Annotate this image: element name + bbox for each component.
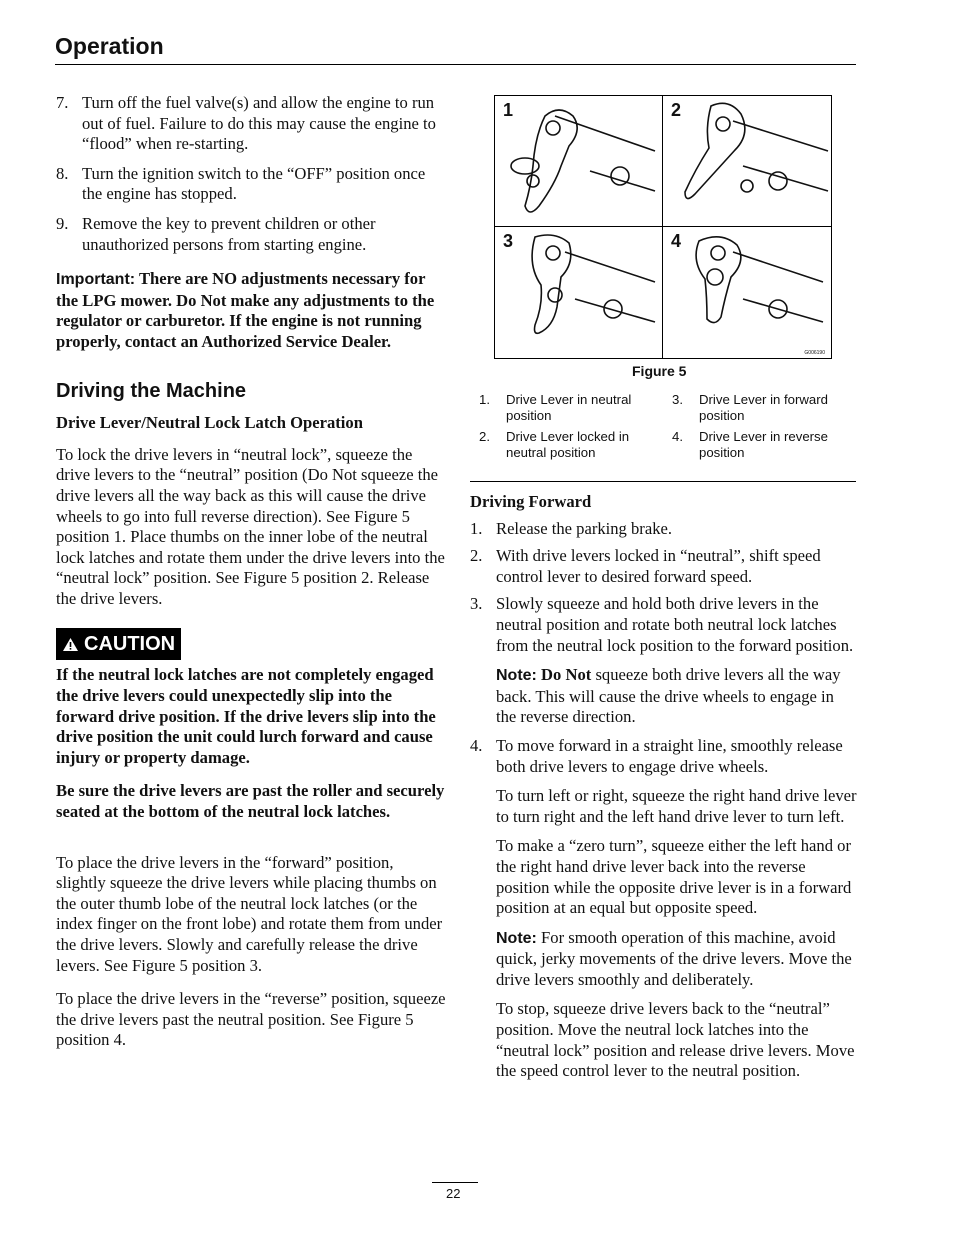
list-item: 8. Turn the ignition switch to the “OFF” position once the engine has stopped.	[56, 163, 426, 204]
paragraph-neutral-lock: To lock the drive levers in “neutral lock”, squeeze the drive levers to the “neutral” position (Do Not squeeze the drive levers all the way back as this will cause the drive wheels to go into full reverse direction). See Figure 5 position 1. Place thumbs on the inner lobe of the neutral lock latches and rotate them under the drive levers into the “neutral lock” position. See Figure 5 position 2. Release the drive levers.	[56, 444, 445, 608]
caution-label: CAUTION	[84, 633, 176, 656]
section-heading: Driving the Machine	[56, 379, 247, 402]
list-item: 3. Slowly squeeze and hold both drive levers in the neutral position and rotate both neutral lock latches from the neutral lock position to the forward position.	[470, 594, 854, 655]
caution-text: Be sure the drive levers are past the roller and securely seated at the bottom of the neutral lock latches.	[56, 781, 445, 822]
figure-5	[494, 95, 832, 359]
paragraph-turn: To turn left or right, squeeze the right hand drive lever to turn right and the left hand drive lever to turn left.	[496, 786, 857, 826]
paragraph-stop: To stop, squeeze drive levers back to the “neutral” position. Move the neutral lock latches into the “neutral lock” position and release drive levers. Move the speed control lever to the neutral position.	[496, 999, 855, 1081]
page-title: Operation	[55, 33, 164, 59]
list-item: 2. With drive levers locked in “neutral”, shift speed control lever to desired forward speed.	[470, 546, 821, 586]
drive-lever-illustration	[663, 96, 830, 226]
right-column	[470, 492, 858, 1095]
subheading: Drive Lever/Neutral Lock Latch Operation	[56, 413, 363, 433]
figure-panel-3	[495, 227, 662, 357]
drive-lever-illustration	[495, 227, 662, 357]
legend-rule	[470, 481, 856, 482]
list-item: 9. Remove the key to prevent children or other unauthorized persons from starting engine.	[56, 213, 376, 254]
figure-panel-1	[495, 96, 662, 226]
drive-lever-illustration	[495, 96, 662, 226]
left-column	[56, 93, 446, 1064]
important-text: There are NO adjustments necessary for the LPG mower. Do Not make any adjustments to the regulator or carburetor. If the engine is not running properly, contact an Authorized Service Dealer.	[56, 269, 435, 351]
caution-text: If the neutral lock latches are not completely engaged the drive levers could unexpectedly slip into the forward drive position. If the drive levers slip into the drive position the unit could lurch forward and cause injury or property damage.	[56, 665, 436, 767]
note: Note: For smooth operation of this machine, avoid quick, jerky movements of the drive levers. Move the drive levers smoothly and deliberately.	[496, 927, 852, 989]
warning-icon	[62, 637, 79, 652]
drive-lever-illustration	[663, 227, 830, 357]
list-item: 1. Release the parking brake.	[470, 518, 673, 538]
subheading: Driving Forward	[470, 492, 592, 511]
panel-label: 4	[671, 231, 682, 251]
note-label: Note:	[496, 929, 537, 947]
important-notice	[56, 269, 446, 352]
caution-badge	[56, 628, 181, 660]
paragraph-zero-turn: To make a “zero turn”, squeeze either the left hand or the right hand drive lever back into the reverse position while the opposite drive lever is in a forward position at an equal but opposite speed.	[496, 836, 852, 918]
panel-label: 1	[503, 100, 514, 120]
important-label: Important:	[56, 271, 136, 289]
paragraph-reverse: To place the drive levers in the “reverse” position, squeeze the drive levers past the neutral position. See Figure 5 position 4.	[56, 989, 446, 1050]
figure-panel-4	[663, 227, 830, 357]
note-label: Note:	[496, 667, 537, 685]
figure-caption: Figure 5	[632, 363, 687, 379]
header-rule	[55, 64, 856, 65]
figure-code: G006190	[804, 350, 825, 356]
figure-panel-2	[663, 96, 830, 226]
panel-label: 2	[671, 100, 682, 120]
footer-rule	[432, 1182, 478, 1183]
page-number: 22	[446, 1186, 461, 1201]
list-item: 4. To move forward in a straight line, smoothly release both drive levers to engage drive wheels.	[470, 735, 843, 776]
list-item: 7. Turn off the fuel valve(s) and allow the engine to run out of fuel. Failure to do this may cause the engine to “flood” when re-starting.	[56, 93, 436, 154]
note: Note: Do Not squeeze both drive levers all the way back. This will cause the drive wheels to engage in the reverse direction.	[496, 665, 841, 727]
panel-label: 3	[503, 231, 514, 251]
paragraph-forward: To place the drive levers in the “forward” position, slightly squeeze the drive levers while placing thumbs on the outer thumb lobe of the neutral lock latches (or the index finger on the front lobe) and rotate them from under the drive levers. Slowly and carefully release the drive levers. See Figure 5 position 3.	[56, 852, 443, 975]
